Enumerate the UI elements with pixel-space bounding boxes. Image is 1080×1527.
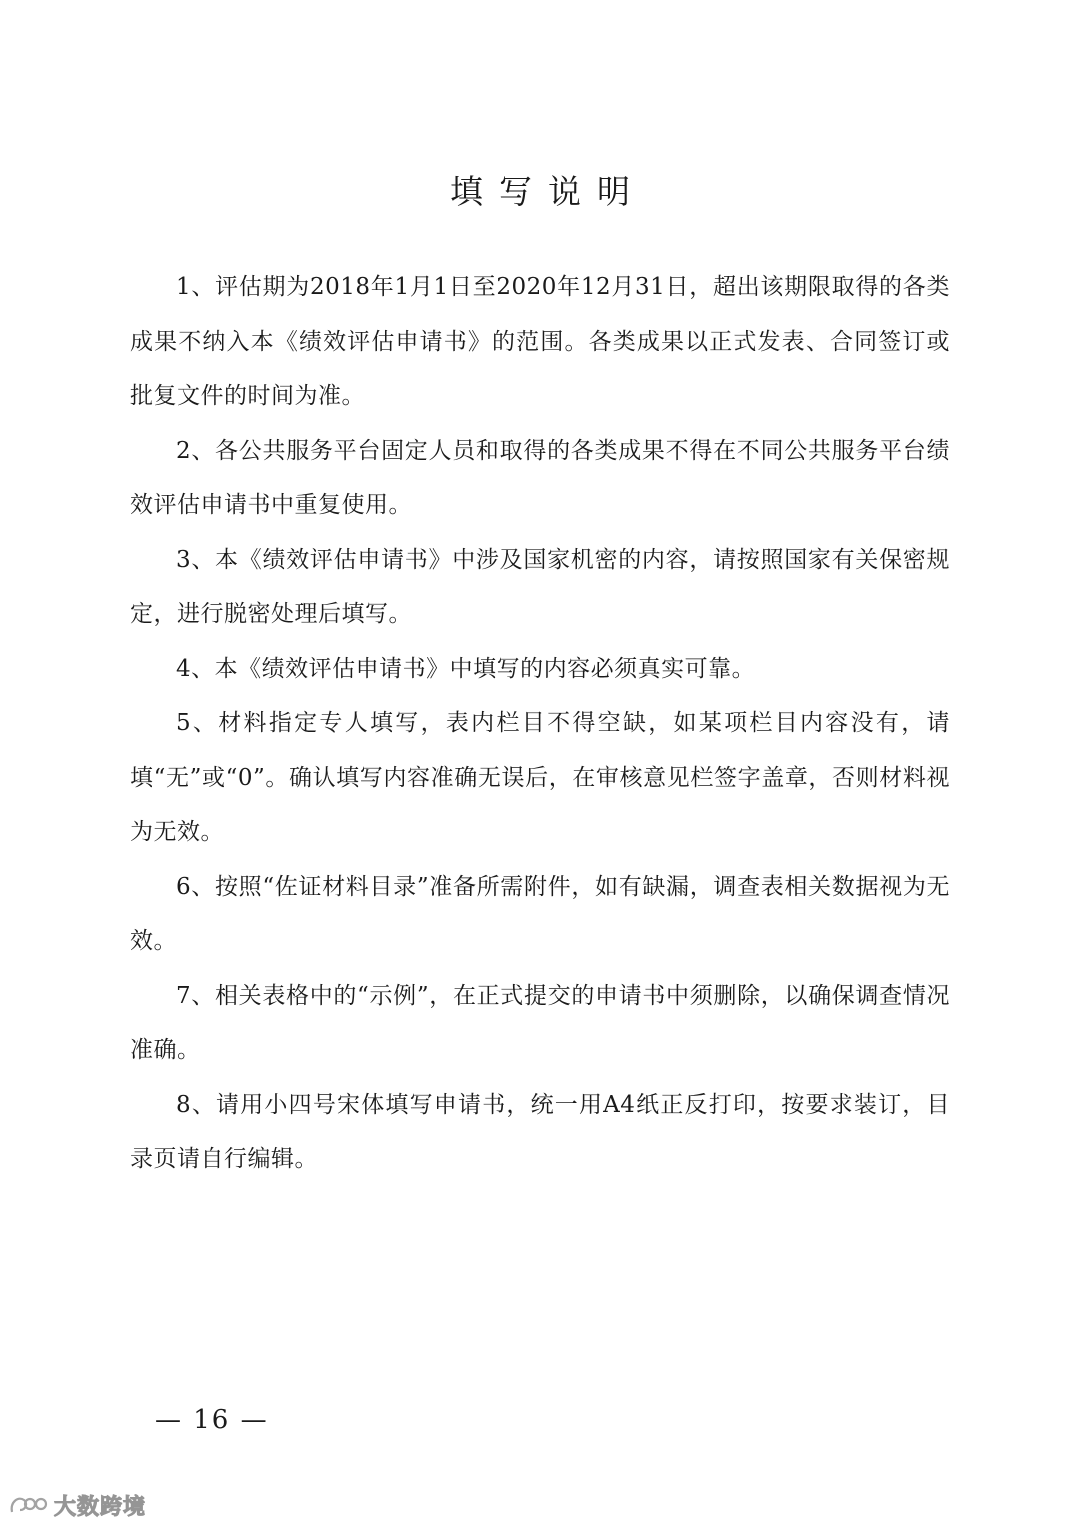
watermark-text: 大数跨境 xyxy=(54,1494,147,1520)
instruction-paragraph-7: 7、相关表格中的“示例”，在正式提交的申请书中须删除，以确保调查情况准确。 xyxy=(130,982,950,1063)
page-title: 填写说明 xyxy=(450,172,646,211)
instructions-body xyxy=(130,260,950,1187)
watermark xyxy=(8,1490,146,1520)
watermark-logo-icon xyxy=(8,1492,48,1518)
instruction-paragraph-2: 2、各公共服务平台固定人员和取得的各类成果不得在不同公共服务平台绩效评估申请书中重复使用。 xyxy=(130,437,950,518)
instruction-paragraph-8: 8、请用小四号宋体填写申请书，统一用A4纸正反打印，按要求装订，目录页请自行编辑。 xyxy=(130,1091,950,1172)
instruction-paragraph-6: 6、按照“佐证材料目录”准备所需附件，如有缺漏，调查表相关数据视为无效。 xyxy=(130,873,950,954)
page-number: — 16 — xyxy=(155,1405,269,1435)
instruction-paragraph-5: 5、材料指定专人填写，表内栏目不得空缺，如某项栏目内容没有，请填“无”或“0”。确认填写内容准确无误后，在审核意见栏签字盖章，否则材料视为无效。 xyxy=(130,710,950,845)
instruction-paragraph-1: 1、评估期为2018年1月1日至2020年12月31日，超出该期限取得的各类成果不纳入本《绩效评估申请书》的范围。各类成果以正式发表、合同签订或批复文件的时间为准。 xyxy=(130,274,950,409)
instruction-paragraph-3: 3、本《绩效评估申请书》中涉及国家机密的内容，请按照国家有关保密规定，进行脱密处理后填写。 xyxy=(130,546,950,627)
instruction-paragraph-4: 4、本《绩效评估申请书》中填写的内容必须真实可靠。 xyxy=(176,655,756,682)
